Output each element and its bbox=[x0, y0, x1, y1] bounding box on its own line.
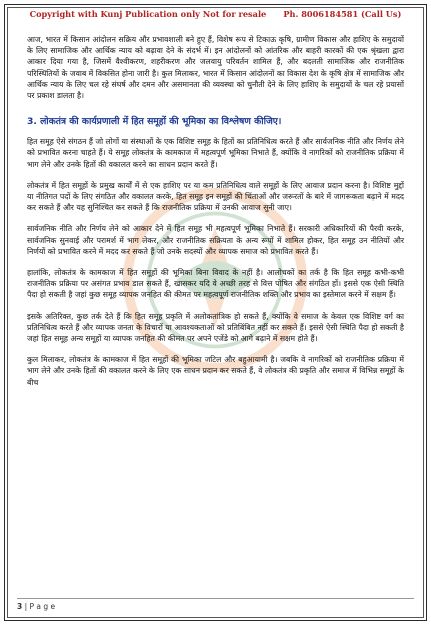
answer-paragraph: हित समूह ऐसे संगठन हैं जो लोगों या संस्थाओं के एक विशिष्ट समूह के हितों का प्रतिनिधित्व करते हैं और सार्वजनिक नीति और निर्णय लेने को प्रभावित करना चाहते हैं। ये समूह लोकतंत्र के कामकाज में महत्वपूर्ण भूमिका निभाते हैं, क्योंकि वे नागरिकों को राजनीतिक प्रक्रिया में भाग लेने और उनके हितों की वकालत करने का साधन प्रदान करते हैं। bbox=[27, 137, 404, 169]
question-heading: 3. लोकतंत्र की कार्यप्रणाली में हित समूहों की भूमिका का विश्लेषण कीजिए। bbox=[27, 116, 282, 128]
answer-paragraph: सार्वजनिक नीति और निर्णय लेने को आकार देने में हित समूह भी महत्वपूर्ण भूमिका निभाते हैं। सरकारी अधिकारियों की पैरवी करके, सार्वजनिक सुनवाई और परामर्श में भाग लेकर, और राजनीतिक सक्रियता के अन्य रूपों में शामिल होकर, हित समूह उन नीतियों और निर्णयों को प्रभावित करने में मदद कर सकते हैं जो उनके सदस्यों और व्यापक समाज को प्रभावित करते हैं। bbox=[27, 224, 404, 256]
page-number: 3 bbox=[17, 602, 23, 611]
answer-paragraph: इसके अतिरिक्त, कुछ तर्क देते हैं कि हित समूह प्रकृति में अलोकतांत्रिक हो सकते हैं, क्योंकि वे समाज के केवल एक विशिष्ट वर्ग का प्रतिनिधित्व करते हैं और व्यापक जनता के विचारों या आवश्यकताओं को प्रतिबिंबित नहीं कर सकते हैं। इससे ऐसी स्थिति पैदा हो सकती है जहां हित समूह अन्य समूहों या व्यापक जनहित की कीमत पर अपने एजेंडे को आगे बढ़ाने में सक्षम होते हैं। bbox=[27, 311, 404, 344]
page-label: | P a g e bbox=[24, 602, 56, 611]
intro-paragraph: आज, भारत में किसान आंदोलन सक्रिय और प्रभावशाली बने हुए हैं, विशेष रूप से टिकाऊ कृषि, ग्रामीण विकास और हाशिए के समुदायों के लिए सामाजिक और आर्थिक न्याय को बढ़ावा देने के संदर्भ में। इन आंदोलनों को आंतरिक और बाहरी कारकों की एक श्रृंखला द्वारा आकार दिया गया है, जिसमें वैश्वीकरण, शहरीकरण और जलवायु परिवर्तन शामिल हैं, और बदलती सामाजिक और राजनीतिक परिस्थितियों के जवाब में विकसित होना जारी है। कुल मिलाकर, भारत में किसान आंदोलनों का विकास देश के कृषि क्षेत्र में सामाजिक और आर्थिक न्याय के लिए चल रहे संघर्ष और दमन और असमानता की व्यवस्था को चुनौती देने के लिए हाशिए के समुदायों के चल रहे प्रयासों पर प्रकाश डालता है। bbox=[27, 35, 404, 101]
answer-paragraph: हालांकि, लोकतंत्र के कामकाज में हित समूहों की भूमिका बिना विवाद के नहीं है। आलोचकों का तर्क है कि हित समूह कभी-कभी राजनीतिक प्रक्रिया पर असंगत प्रभाव डाल सकते हैं, खासकर यदि वे अच्छी तरह से वित्त पोषित और संगठित हों। इससे एक ऐसी स्थिति पैदा हो सकती है जहां कुछ समूह व्यापक जनहित की कीमत पर महत्वपूर्ण राजनीतिक शक्ति और प्रभाव का इस्तेमाल करने में सक्षम हैं। bbox=[27, 268, 404, 300]
answer-paragraph: कुल मिलाकर, लोकतंत्र के कामकाज में हित समूहों की भूमिका जटिल और बहुआयामी है। जबकि वे नागरिकों को राजनीतिक प्रक्रिया में भाग लेने और उनके हितों की वकालत करने के लिए एक साधन प्रदान कर सकते हैं, वे लोकतंत्र की प्रकृति और समाज में विभिन्न समूहों के बीच bbox=[27, 355, 404, 387]
copyright-notice: Copyright with Kunj Publication only Not for resale bbox=[29, 9, 267, 19]
page-header bbox=[0, 9, 431, 19]
page-content bbox=[27, 34, 404, 398]
page-footer bbox=[17, 598, 414, 611]
phone-number: Ph. 8006184581 (Call Us) bbox=[283, 9, 402, 19]
answer-paragraph: लोकतंत्र में हित समूहों के प्रमुख कार्यों में से एक हाशिए पर या कम प्रतिनिधित्व वाले समूहों के लिए आवाज प्रदान करना है। विशिष्ट मुद्दों या नीतिगत पदों के लिए संगठित और वकालत करके, हित समूह इन समूहों की चिंताओं और जरूरतों के बारे में जागरूकता बढ़ाने में मदद कर सकते हैं और यह सुनिश्चित कर सकते हैं कि राजनीतिक प्रक्रिया में उनकी आवाज सुनी जाए। bbox=[27, 180, 404, 213]
